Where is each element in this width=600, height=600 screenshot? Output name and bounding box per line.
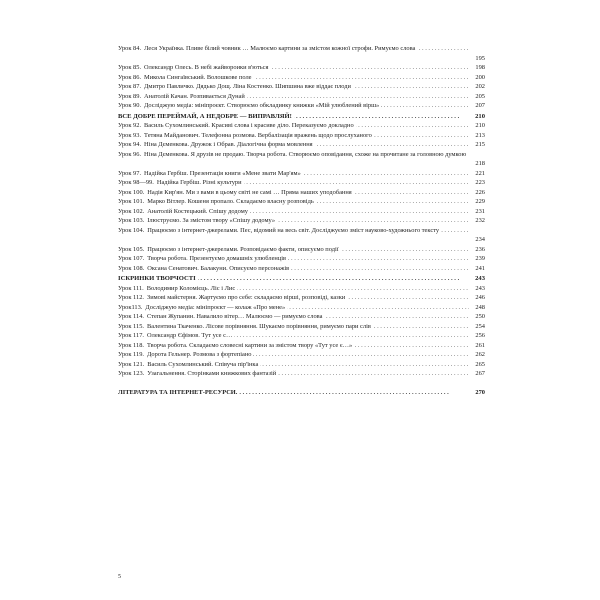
toc-lesson-label: Урок 100. [118, 188, 145, 196]
toc-lesson-label: Урок113. [118, 303, 143, 311]
toc-entry-title: Володимир Коломієць. Ліс і Лис [146, 284, 236, 292]
toc-lesson-label: Урок 92. [118, 122, 142, 129]
toc-entry-title: Творча робота. Презентуємо домашніх улюбленців [147, 255, 287, 262]
toc-entry [118, 331, 485, 341]
toc-entry-title: Анатолій Качан. Розпивається Дунай [144, 92, 245, 100]
toc-entry [118, 92, 485, 102]
toc-entry [118, 188, 485, 198]
toc-entry [118, 369, 485, 379]
toc-lesson-label: Урок 101. [118, 198, 145, 205]
toc-entry [118, 121, 485, 131]
toc-entry-title: Ніна Дєменкова. Дружок і Обрав. Діалогічна форма мовлення [144, 141, 313, 148]
toc-page-number: 232 [475, 217, 485, 224]
toc-page-number: 261 [475, 341, 485, 349]
toc-lesson-label: Урок 102. [118, 207, 145, 215]
toc-page-number: 226 [475, 188, 485, 196]
toc-page-number: 221 [475, 169, 485, 177]
toc-entry-title: Валентина Ткаченко. Лісове порівняння. Шукаємо порівняння, римуємо пари слів [147, 322, 371, 330]
toc-page-number: 250 [475, 313, 485, 320]
toc-page-number: 218 [475, 160, 485, 167]
toc-page-number: 267 [475, 370, 485, 377]
toc-page-number: 262 [475, 351, 485, 358]
toc-lesson-label: Урок 98—99. [118, 179, 154, 186]
toc-lesson-label: Урок 103. [118, 217, 145, 224]
toc-page-number: 215 [475, 141, 485, 148]
toc-entry-title: Надійка Гербіш. Різні культури [156, 179, 242, 186]
toc-entry [118, 82, 485, 92]
toc-page-number: 234 [475, 236, 485, 243]
toc-entry-title: ЛІТЕРАТУРА ТА ІНТЕРНЕТ-РЕСУРСИ. [118, 388, 238, 396]
toc-entry-title: Ілюструємо. За змістом твору «Спішу додому» [147, 217, 276, 224]
toc-entry [118, 245, 485, 255]
toc-page-number: 198 [475, 64, 485, 71]
toc-entry-title: Творча робота. Складаємо словесні картини за змістом твору «Тут усе є…» [147, 341, 353, 349]
toc-page-number: 241 [475, 264, 485, 272]
toc-entry-title: Олександр Єфімов. Тут усе с… [147, 332, 233, 339]
toc-lesson-label: Урок 114. [118, 313, 145, 320]
table-of-contents [118, 44, 485, 397]
toc-entry [118, 197, 485, 207]
toc-lesson-label: Урок 107. [118, 255, 145, 262]
toc-section-heading [118, 112, 485, 122]
toc-entry-title: Працюємо з інтернет-джерелами. Пес, відомий на весь світ. Досліджуємо зміст науково-художнього тексту [147, 226, 440, 234]
toc-entry [118, 73, 485, 83]
toc-entry [118, 350, 485, 360]
toc-entry [118, 360, 485, 370]
toc-entry-title: Дмитро Павличко. Дядько Дощ. Ліна Костенко. Шипшина вже віддає плоди [144, 83, 351, 90]
toc-page-number: 254 [475, 322, 485, 330]
toc-page-number: 210 [475, 122, 485, 129]
toc-entry [118, 226, 485, 245]
toc-entry-title: Олександр Олесь. В небі жайвороики в'ються [144, 64, 269, 71]
toc-entry-title: Досліджую медіа: мініпроєкт. Створюємо обкладинку книжки «Мій улюблений вірш» [144, 102, 380, 109]
toc-entry [118, 63, 485, 73]
toc-entry [118, 207, 485, 217]
toc-lesson-label: Урок 96. [118, 150, 142, 158]
toc-entry [118, 101, 485, 111]
toc-entry-title: Тетяна Майданович. Телефонна розмова. Вербалізація вражень щодо прослуханого [144, 131, 372, 139]
toc-lesson-label: Урок 123. [118, 370, 145, 377]
toc-lesson-label: Урок 121. [118, 360, 145, 368]
toc-lesson-label: Урок 104. [118, 226, 145, 234]
toc-entry-title: Працюємо з інтернет-джерелами. Розповідаємо факти, описуємо події [147, 245, 339, 253]
toc-entry-title: Василь Сухомлинський. Співуча пір'їнка [147, 360, 259, 368]
toc-lesson-label: Урок 97. [118, 169, 142, 177]
toc-entry-title: Ніна Дєменкова. Я друзів не продаю. Творча робота. Створюємо оповідання, схоже на прочитане за головною думкою [144, 150, 467, 158]
toc-lesson-label: Урок 94. [118, 141, 142, 148]
toc-entry-title: Надійка Гербіш. Презентація книги «Мене звати Мар'ям» [144, 169, 301, 177]
toc-entry [118, 44, 485, 63]
toc-entry-title: Оксана Сенатович. Балакуни. Описуємо персонажів [147, 264, 290, 272]
toc-page-number: 202 [475, 83, 485, 90]
toc-entry-title: Зимові майстерня. Жартуємо про себе: складаємо вірші, розповіді, казки [147, 294, 346, 301]
toc-lesson-label: Урок 108. [118, 264, 145, 272]
toc-entry-title: Анатолій Костецький. Спішу додому [147, 207, 248, 215]
toc-entry-title: Василь Сухомлинський. Красиві слова і красиве діло. Переказуємо докладно [144, 122, 354, 129]
toc-lesson-label: Урок 111. [118, 284, 144, 292]
toc-page-number: 256 [475, 332, 485, 339]
toc-entry-title: ІСКРИНКИ ТВОРЧОСТІ [118, 275, 196, 282]
toc-page-number: 270 [475, 388, 485, 396]
toc-lesson-label: Урок 84. [118, 45, 142, 52]
toc-entry [118, 293, 485, 303]
toc-page-number: 243 [475, 284, 485, 292]
toc-entry [118, 264, 485, 274]
toc-lesson-label: Урок 118. [118, 341, 145, 349]
toc-page-number: 265 [475, 360, 485, 368]
toc-section-heading [118, 388, 485, 398]
toc-page-number: 207 [475, 102, 485, 109]
toc-page-number: 246 [475, 294, 485, 301]
toc-entry-title: Дорота Гельнер. Розмова з фортепіано [147, 351, 252, 358]
toc-page-number: 243 [475, 275, 485, 282]
toc-entry-title: Микола Сингаївський. Волошкове поле [144, 73, 252, 81]
toc-lesson-label: Урок 112. [118, 294, 145, 301]
toc-entry [118, 169, 485, 179]
toc-page-number: 210 [475, 112, 485, 120]
toc-section-heading [118, 274, 485, 284]
toc-page-number: 231 [475, 207, 485, 215]
toc-entry [118, 341, 485, 351]
toc-entry [118, 303, 485, 313]
toc-lesson-label: Урок 117. [118, 332, 145, 339]
toc-lesson-label: Урок 86. [118, 73, 142, 81]
toc-page-number: 229 [475, 198, 485, 205]
toc-entry-title: Степан Жупанин. Навалило вітер… Малюємо — римуємо слова [147, 313, 323, 320]
toc-entry [118, 216, 485, 226]
toc-page-number: 205 [475, 92, 485, 100]
toc-page-number: 213 [475, 131, 485, 139]
toc-lesson-label: Урок 87. [118, 83, 142, 90]
toc-entry [118, 254, 485, 264]
toc-page-number: 200 [475, 73, 485, 81]
toc-entry [118, 322, 485, 332]
toc-entry [118, 178, 485, 188]
toc-lesson-label: Урок 85. [118, 64, 142, 71]
toc-lesson-label: Урок 89. [118, 92, 142, 100]
toc-entry [118, 131, 485, 141]
toc-lesson-label: Урок 119. [118, 351, 145, 358]
toc-entry-title: Надія Кир'ян. Ми з вами в цьому світі не самі … Пряма наших уподобання [147, 188, 352, 196]
toc-entry [118, 312, 485, 322]
toc-lesson-label: Урок 90. [118, 102, 142, 109]
toc-entry-title: ВСЕ ДОБРЕ ПЕРЕЙМАЙ, А НЕДОБРЕ — ВИПРАВЛЯЙ! [118, 112, 292, 120]
toc-page-number: 239 [475, 255, 485, 262]
page-number: 5 [118, 574, 121, 580]
toc-page-number: 195 [475, 54, 485, 62]
toc-entry-title: Марко Вітлер. Кошеня пропало. Складаємо власну розповідь [147, 198, 314, 205]
toc-page-number: 248 [475, 303, 485, 311]
toc-page-number: 223 [475, 179, 485, 186]
toc-lesson-label: Урок 115. [118, 322, 145, 330]
toc-entry-title: Досліджую медіа: мініпроєкт — колаж «Про мене» [145, 303, 286, 311]
toc-entry [118, 284, 485, 294]
toc-entry [118, 140, 485, 150]
toc-page-number: 236 [475, 245, 485, 253]
toc-lesson-label: Урок 105. [118, 245, 145, 253]
toc-lesson-label: Урок 93. [118, 131, 142, 139]
toc-entry-title: Узагальнення. Сторінками книжкових фантазій [147, 370, 277, 377]
toc-entry-title: Леся Українка. Пливе білий човник … Малюємо картини за змістом кожної строфи. Римуємо слова [144, 45, 416, 52]
toc-entry [118, 150, 485, 169]
